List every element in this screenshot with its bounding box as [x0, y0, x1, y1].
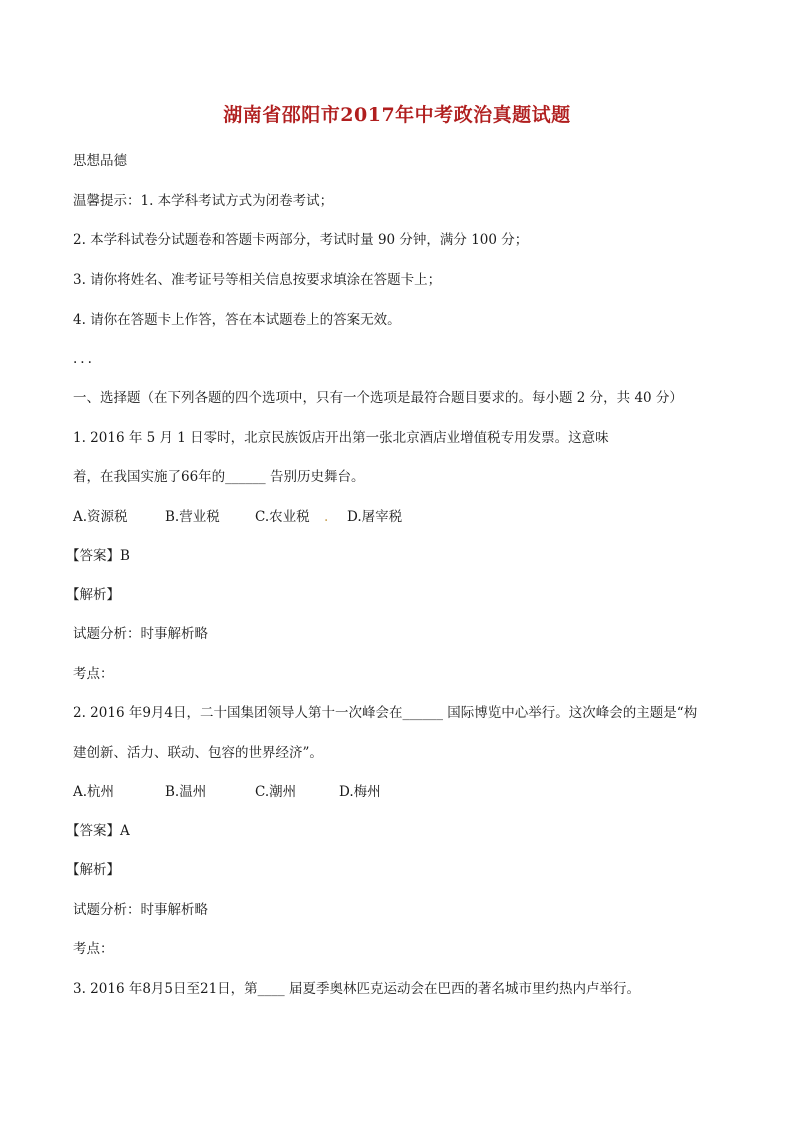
question-2-stem-line1: 2. 2016 年9月4日，二十国集团领导人第十一次峰会在______ 国际博览中心举行。这次峰会的主题是“构: [73, 705, 698, 721]
question-1-option-a: A.资源税: [73, 509, 128, 525]
note-line-2: 2. 本学科试卷分试题卷和答题卡两部分，考试时量 90 分钟，满分 100 分；: [73, 232, 529, 248]
question-1-analysis-label: 【解析】: [66, 587, 120, 603]
ellipsis: ...: [73, 351, 95, 367]
question-1-option-c: C.农业税: [255, 509, 310, 525]
document-title: 湖南省邵阳市2017年中考政治真题试题: [223, 104, 571, 126]
question-1-analysis: 试题分析：时事解析略: [73, 626, 208, 642]
decorative-dot: .: [324, 509, 329, 525]
question-2-option-c: C.潮州: [255, 784, 297, 800]
question-2-kaodian: 考点：: [73, 941, 114, 957]
question-1-answer: 【答案】B: [66, 548, 130, 564]
question-2-option-d: D.梅州: [339, 784, 381, 800]
note-line-1: 温馨提示：1. 本学科考试方式为闭卷考试；: [73, 193, 334, 209]
note-line-4: 4. 请你在答题卡上作答，答在本试题卷上的答案无效。: [73, 312, 401, 328]
question-1-option-d: D.屠宰税: [347, 509, 403, 525]
note-line-3: 3. 请你将姓名、准考证号等相关信息按要求填涂在答题卡上；: [73, 272, 442, 288]
question-2-option-a: A.杭州: [73, 784, 115, 800]
question-2-option-b: B.温州: [165, 784, 207, 800]
question-1-stem-line1: 1. 2016 年 5 月 1 日零时，北京民族饭店开出第一张北京酒店业增值税专用发票。这意味: [73, 430, 609, 446]
question-1-option-b: B.营业税: [165, 509, 220, 525]
section-heading: 一、选择题（在下列各题的四个选项中，只有一个选项是最符合题目要求的。每小题 2 分，共 40 分）: [73, 390, 683, 406]
question-2-answer: 【答案】A: [66, 823, 130, 839]
question-2-stem-line2: 建创新、活力、联动、包容的世界经济”。: [73, 745, 323, 761]
subject-label: 思想品德: [73, 153, 127, 169]
question-1-kaodian: 考点：: [73, 666, 114, 682]
question-2-analysis: 试题分析：时事解析略: [73, 902, 208, 918]
question-1-stem-line2: 着，在我国实施了66年的______ 告别历史舞台。: [73, 469, 365, 485]
question-3-stem-line1: 3. 2016 年8月5日至21日，第____ 届夏季奥林匹克运动会在巴西的著名城市里约热内卢举行。: [73, 981, 640, 997]
question-2-analysis-label: 【解析】: [66, 862, 120, 878]
